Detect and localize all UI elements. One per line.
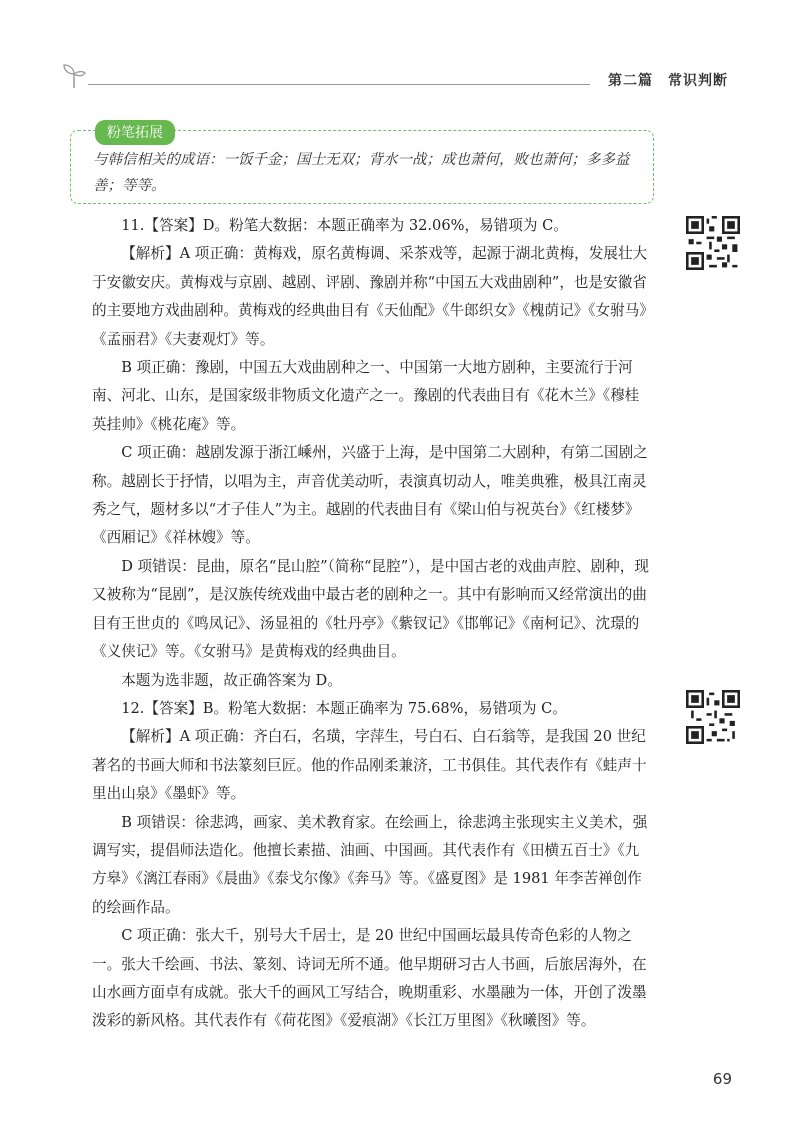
header-rule xyxy=(88,84,590,85)
q12-analysis-b: B 项错误：徐悲鸿，画家、美术教育家。在绘画上，徐悲鸿主张现实主义美术，强调写实，提倡师法造化。他擅长素描、油画、中国画。其代表作有《田横五百士》《九方皋》《漓江春雨》《晨曲》《泰戈尔像》《奔马》等。《盛夏图》是 1981 年李苦禅创作的绘画作品。 xyxy=(92,813,648,916)
section-title: 第二篇 常识判断 xyxy=(608,73,728,89)
extension-text: 与韩信相关的成语：一饭千金；国士无双；背水一战；成也萧何，败也萧何；多多益善；等等。 xyxy=(93,152,630,194)
q11-analysis-a: 【解析】A 项正确：黄梅戏，原名黄梅调、采茶戏等，起源于湖北黄梅，发展壮大于安徽安庆。黄梅戏与京剧、越剧、评剧、豫剧并称“中国五大戏曲剧种”，也是安徽省的主要地方戏曲剧种。黄梅戏的经典曲目有《天仙配》《牛郎织女》《槐荫记》《女驸马》《孟丽君》《夫妻观灯》等。 xyxy=(92,245,648,348)
answer-content xyxy=(92,212,652,1036)
extension-box xyxy=(70,125,654,204)
qr-code-icon[interactable] xyxy=(686,690,740,744)
sprout-icon xyxy=(60,62,88,90)
extension-tag: 粉笔拓展 xyxy=(95,120,175,145)
q11-analysis-d: D 项错误：昆曲，原名“昆山腔”（简称“昆腔”），是中国古老的戏曲声腔、剧种，现又被称为“昆剧”，是汉族传统戏曲中最古老的剧种之一。其中有影响而又经常演出的曲目有王世贞的《鸣凤记》、汤显祖的《牡丹亭》《紫钗记》《邯郸记》《南柯记》、沈璟的《义侠记》等。《女驸马》是黄梅戏的经典曲目。 xyxy=(92,557,649,661)
q12-analysis-c: C 项正确：张大千，别号大千居士，是 20 世纪中国画坛最具传奇色彩的人物之一。张大千绘画、书法、篆刻、诗词无所不通。他早期研习古人书画，后旅居海外，在山水画方面卓有成就。张大千的画风工写结合，晚期重彩、水墨融为一体，开创了泼墨泼彩的新风格。其代表作有《荷花图》《爱痕湖》《长江万里图》《秋曦图》等。 xyxy=(92,927,647,1030)
page-number: 69 xyxy=(712,1070,732,1088)
q11-answer: 11.【答案】D。粉笔大数据：本题正确率为 32.06%，易错项为 C。 xyxy=(121,217,568,234)
q11-conclusion: 本题为选非题，故正确答案为 D。 xyxy=(121,671,342,689)
q11-analysis-c: C 项正确：越剧发源于浙江嵊州，兴盛于上海，是中国第二大剧种，有第二国剧之称。越剧长于抒情，以唱为主，声音优美动听，表演真切动人，唯美典雅，极具江南灵秀之气，题材多以“才子佳人”为主。越剧的代表曲目有《梁山伯与祝英台》《红楼梦》《西厢记》《祥林嫂》等。 xyxy=(92,444,648,547)
q12-answer: 12.【答案】B。粉笔大数据：本题正确率为 75.68%，易错项为 C。 xyxy=(121,699,567,717)
qr-code-icon[interactable] xyxy=(686,216,740,270)
q12-analysis-a: 【解析】A 项正确：齐白石，名璜，字萍生，号白石、白石翁等，是我国 20 世纪著名的书画大师和书法篆刻巨匠。他的作品刚柔兼济，工书俱佳。其代表作有《蛙声十里出山泉》《墨虾》等。 xyxy=(92,728,647,803)
page-header xyxy=(60,62,740,92)
q11-analysis-b: B 项正确：豫剧，中国五大戏曲剧种之一、中国第一大地方剧种，主要流行于河南、河北、山东，是国家级非物质文化遗产之一。豫剧的代表曲目有《花木兰》《穆桂英挂帅》《桃花庵》等。 xyxy=(92,359,640,433)
